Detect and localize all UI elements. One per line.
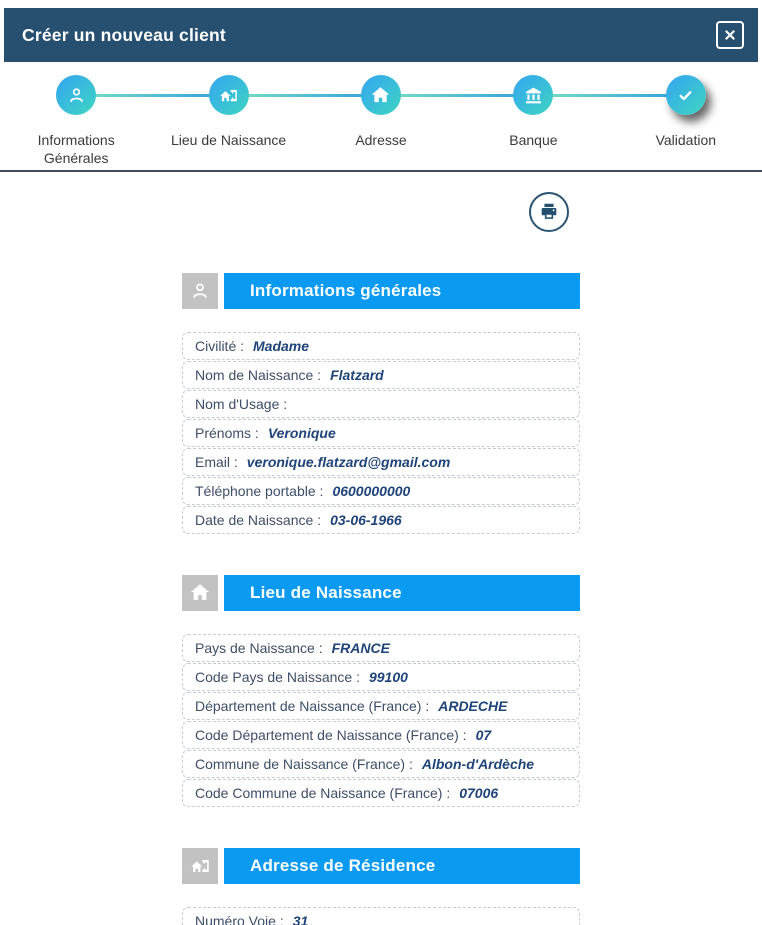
field-label: Civilité : [195,338,245,354]
section-header [182,273,580,309]
summary-content [182,273,580,925]
close-button[interactable] [716,21,744,49]
field-value: Veronique [267,425,336,441]
field-value: 0600000000 [332,483,411,499]
field-label: Pays de Naissance : [195,640,323,656]
field-value: Madame [253,338,310,354]
field-value: ARDECHE [438,698,508,714]
modal-title: Créer un nouveau client [22,24,226,45]
stepper-step-4[interactable] [457,75,609,167]
field-label: Nom d'Usage : [195,396,288,412]
home-icon [189,582,211,604]
field-value: Flatzard [330,367,384,383]
field-value: FRANCE [331,640,390,656]
field-value: Albon-d'Ardèche [421,756,535,772]
field-value: 31 [292,913,309,925]
field-label: Commune de Naissance (France) : [195,756,413,772]
print-button[interactable] [529,192,569,232]
step-label: Informations Générales [37,132,115,166]
field-value: 99100 [368,669,408,685]
stepper-step-5[interactable] [610,75,762,167]
field-row [182,448,580,476]
field-label: Numéro Voie : [195,913,284,925]
person-icon [66,85,87,106]
field-value: 07 [475,727,492,743]
field-label: Téléphone portable : [195,483,324,499]
field-value: veronique.flatzard@gmail.com [246,454,451,470]
field-label: Nom de Naissance : [195,367,322,383]
step-label: Adresse [355,132,407,148]
person-icon [189,280,211,302]
summary-section-3 [182,848,580,925]
section-header [182,848,580,884]
house-building-icon [218,85,239,106]
field-row [182,721,580,749]
field-label: Prénoms : [195,425,259,441]
bank-icon [523,85,544,106]
step-circle [513,75,553,115]
stepper-step-1[interactable] [0,75,152,167]
house-building-icon [189,855,211,877]
printer-icon [538,201,560,223]
field-label: Email : [195,454,238,470]
step-circle [209,75,249,115]
step-circle [666,75,706,115]
section-title: Lieu de Naissance [224,575,580,611]
field-row [182,506,580,534]
close-icon [722,27,738,43]
field-label: Département de Naissance (France) : [195,698,430,714]
field-value: 03-06-1966 [330,512,402,528]
field-row [182,390,580,418]
field-row [182,907,580,925]
field-value: 07006 [459,785,499,801]
step-label: Banque [509,132,558,148]
section-icon-box [182,848,218,884]
field-row [182,477,580,505]
field-label: Code Département de Naissance (France) : [195,727,467,743]
step-circle [56,75,96,115]
section-rows [182,332,580,534]
section-title: Informations générales [224,273,580,309]
field-row [182,663,580,691]
modal-header [4,8,758,62]
field-row [182,634,580,662]
field-row [182,419,580,447]
field-row [182,750,580,778]
wizard-stepper [0,62,762,172]
section-header [182,575,580,611]
summary-section-2 [182,575,580,807]
section-rows [182,907,580,925]
step-label: Lieu de Naissance [171,132,287,148]
section-rows [182,634,580,807]
summary-section-1 [182,273,580,534]
field-row [182,332,580,360]
section-icon-box [182,575,218,611]
step-label: Validation [655,132,717,148]
field-label: Date de Naissance : [195,512,322,528]
field-label: Code Pays de Naissance : [195,669,360,685]
home-icon [370,85,391,106]
field-row [182,361,580,389]
print-row [0,192,762,232]
stepper-step-2[interactable] [152,75,304,167]
field-row [182,692,580,720]
section-icon-box [182,273,218,309]
check-icon [675,85,696,106]
field-row [182,779,580,807]
field-label: Code Commune de Naissance (France) : [195,785,451,801]
section-title: Adresse de Résidence [224,848,580,884]
step-circle [361,75,401,115]
stepper-step-3[interactable] [305,75,457,167]
